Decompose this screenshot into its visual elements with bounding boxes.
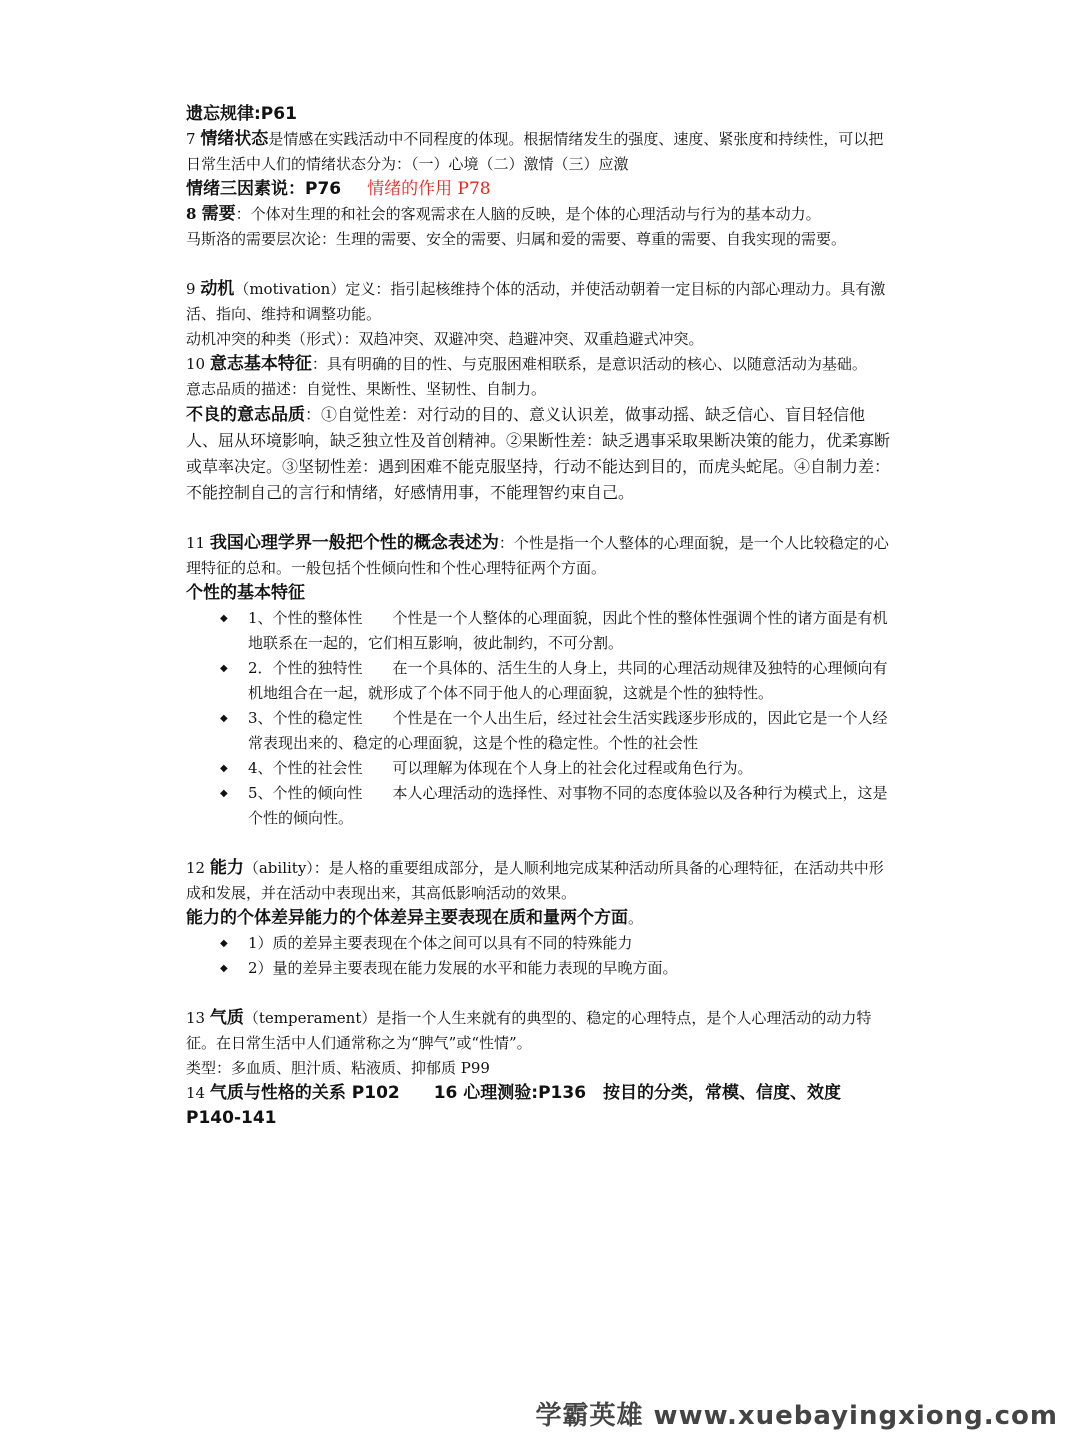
personality-term: 我国心理学界一般把个性的概念表述为 (209, 533, 499, 553)
list-item: ◆ 1、个性的整体性 个性是一个人整体的心理面貌，因此个性的整体性强调个性的诸方面是有机地联系在一起的，它们相互影响，彼此制约，不可分割。 (186, 606, 896, 656)
watermark-footer: 学霸英雄 www.xuebayingxiong.com (535, 1401, 1058, 1431)
will-quality-line: 意志品质的描述：自觉性、果断性、坚韧性、自制力。 (186, 380, 547, 398)
diamond-bullet-icon: ◆ (220, 938, 228, 949)
diamond-bullet-icon: ◆ (220, 963, 228, 974)
emotion-state-term: 情绪状态 (200, 129, 269, 149)
ability-term: 能力 (209, 858, 244, 878)
emotion-role-link: 情绪的作用 P78 (367, 179, 491, 199)
diamond-bullet-icon: ◆ (220, 613, 228, 624)
final-topics-line: 14 气质与性格的关系 P102 16 心理测验:P136 按目的分类，常模、信度、效度 P140-141 (186, 1083, 842, 1128)
list-item: ◆ 3、个性的稳定性 个性是在一个人出生后，经过社会生活实践逐步形成的，因此它是一个人经常表现出来的、稳定的心理面貌，这是个性的稳定性。个性的社会性 (186, 706, 896, 756)
bad-will-paragraph: 不良的意志品质：①自觉性差：对行动的目的、意义认识差，做事动摇、缺乏信心、盲目轻信他人、屈从环境影响，缺乏独立性及首创精神。②果断性差：缺乏遇事采取果断决策的能力，优柔寡断或草率决定。③坚韧性差：遇到困难不能克服坚持，行动不能达到目的，而虎头蛇尾。④自制力差：不能控制自己的言行和情绪，好感情用事，不能理智约束自己。 (186, 405, 891, 502)
ability-items-list (186, 931, 896, 981)
list-item: ◆ 1）质的差异主要表现在个体之间可以具有不同的特殊能力 (186, 931, 896, 956)
emotion-state-paragraph: 7 情绪状态是情感在实践活动中不同程度的体现。根据情绪发生的强度、速度、紧张度和持续性，可以把日常生活中人们的情绪状态分为：（一）心境（二）激情（三）应激 (186, 129, 884, 173)
need-term: 需要 (201, 204, 236, 224)
diamond-bullet-icon: ◆ (220, 788, 228, 799)
temperament-paragraph: 13 气质（temperament）是指一个人生来就有的典型的、稳定的心理特点，是个人心理活动的动力特征。在日常生活中人们通常称之为“脾气”或“性情”。 (186, 1008, 872, 1052)
diamond-bullet-icon: ◆ (220, 713, 228, 724)
list-item: ◆ 4、个性的社会性 可以理解为体现在个人身上的社会化过程或角色行为。 (186, 756, 896, 781)
temperament-term: 气质 (209, 1008, 244, 1028)
document-body (186, 102, 896, 1131)
motivation-paragraph: 9 动机（motivation）定义：指引起核维持个体的活动，并使活动朝着一定目标的内部心理动力。具有激活、指向、维持和调整功能。 (186, 279, 886, 323)
bad-will-term: 不良的意志品质 (186, 405, 305, 425)
temperament-types-line: 类型：多血质、胆汁质、粘液质、抑郁质 P99 (186, 1059, 490, 1077)
ability-paragraph: 12 能力（ability）：是人格的重要组成部分，是人顺利地完成某种活动所具备的心理特征，在活动共中形成和发展，并在活动中表现出来，其高低影响活动的效果。 (186, 858, 884, 902)
motivation-term: 动机 (200, 279, 235, 299)
will-paragraph: 10 意志基本特征：具有明确的目的性、与克服困难相联系，是意识活动的核心、以随意活动为基础。 (186, 354, 867, 374)
personality-traits-list (186, 606, 896, 831)
list-item: ◆ 2）量的差异主要表现在能力发展的水平和能力表现的早晚方面。 (186, 956, 896, 981)
personality-paragraph: 11 我国心理学界一般把个性的概念表述为：个性是指一个人整体的心理面貌，是一个人比较稳定的心理特征的总和。一般包括个性倾向性和个性心理特征两个方面。 (186, 533, 889, 577)
forget-rule-line: 遗忘规律:P61 (186, 104, 297, 124)
will-term: 意志基本特征 (209, 354, 312, 374)
emotion-three-factor-line: 情绪三因素说：P76 情绪的作用 P78 (186, 179, 491, 199)
list-item: ◆ 5、个性的倾向性 本人心理活动的选择性、对事物不同的态度体验以及各种行为模式上，这是个性的倾向性。 (186, 781, 896, 831)
need-paragraph: 8 需要：个体对生理的和社会的客观需求在人脑的反映，是个体的心理活动与行为的基本动力。马斯洛的需要层次论：生理的需要、安全的需要、归属和爱的需要、尊重的需要、自我实现的需要。 (186, 204, 847, 248)
personality-basic-heading: 个性的基本特征 (186, 583, 305, 603)
diamond-bullet-icon: ◆ (220, 763, 228, 774)
diamond-bullet-icon: ◆ (220, 663, 228, 674)
list-item: ◆ 2．个性的独特性 在一个具体的、活生生的人身上，共同的心理活动规律及独特的心理倾向有机地组合在一起，就形成了个体不同于他人的心理面貌，这就是个性的独特性。 (186, 656, 896, 706)
ability-diff-heading: 能力的个体差异能力的个体差异主要表现在质和量两个方面。 (186, 908, 644, 928)
motivation-conflict-line: 动机冲突的种类（形式）：双趋冲突、双避冲突、趋避冲突、双重趋避式冲突。 (186, 330, 704, 348)
